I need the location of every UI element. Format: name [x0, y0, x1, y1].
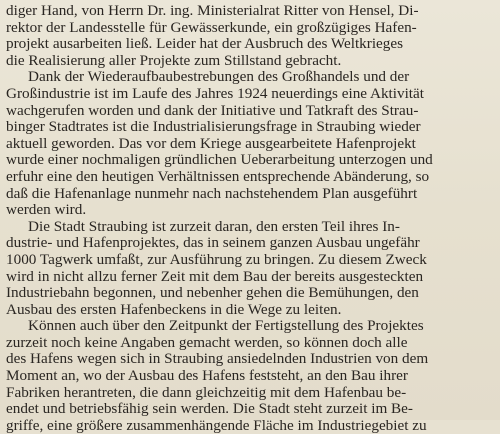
paragraph-4: Können auch über den Zeitpunkt der Fertigstellung des Projektes zurzeit noch keine Angaben gemacht werden, so können doch alle des Hafens wegen sich in Straubing ansiedelnden Industrien von dem Moment an, wo der Ausbau des Hafens feststeht, an den Bau ihrer Fabriken herantreten, die dann gleichzeitig mit dem Hafenbau be- endet und betriebsfähig sein werden. Die Stadt steht zurzeit im Be- griffe, eine größere zusammenhängende Fläche im Industriegebiet zu [6, 317, 429, 434]
paragraph-2: Dank der Wiederaufbaubestrebungen des Großhandels und der Großindustrie ist im Laufe des Jahres 1924 neuerdings eine Aktivität wachgerufen worden und dank der Initiative und Tatkraft des Strau- binger Stadtrates ist die Industrialisierungsfrage in Straubing wieder aktuell geworden. Das vor dem Kriege ausgearbeitete Hafenprojekt wurde einer nochmaligen gründlichen Ueberarbeitung unterzogen und erfuhr eine den heutigen Verhältnissen entsprechende Abänderung, so daß die Hafenanlage nunmehr nach nachstehendem Plan ausgeführt werden wird. [6, 68, 433, 219]
paragraph-3: Die Stadt Straubing ist zurzeit daran, den ersten Teil ihres In- dustrie- und Hafenprojektes, das in seinem ganzen Ausbau ungefähr 1000 Tagwerk umfaßt, zur Ausführung zu bringen. Zu diesem Zweck wird in nicht allzu ferner Zeit mit dem Bau der bereits ausgesteckten Industriebahn begonnen, und nebenher gehen die Bemühungen, den Ausbau des ersten Hafenbeckens in die Wege zu leiten. [6, 217, 427, 318]
paragraph-1: diger Hand, von Herrn Dr. ing. Ministerialrat Ritter von Hensel, Di- rektor der Landesstelle für Gewässerkunde, ein großzügiges Hafen- projekt ausarbeiten ließ. Leider hat der Ausbruch des Weltkrieges die Realisierung aller Projekte zum Stillstand gebracht. [6, 2, 419, 69]
